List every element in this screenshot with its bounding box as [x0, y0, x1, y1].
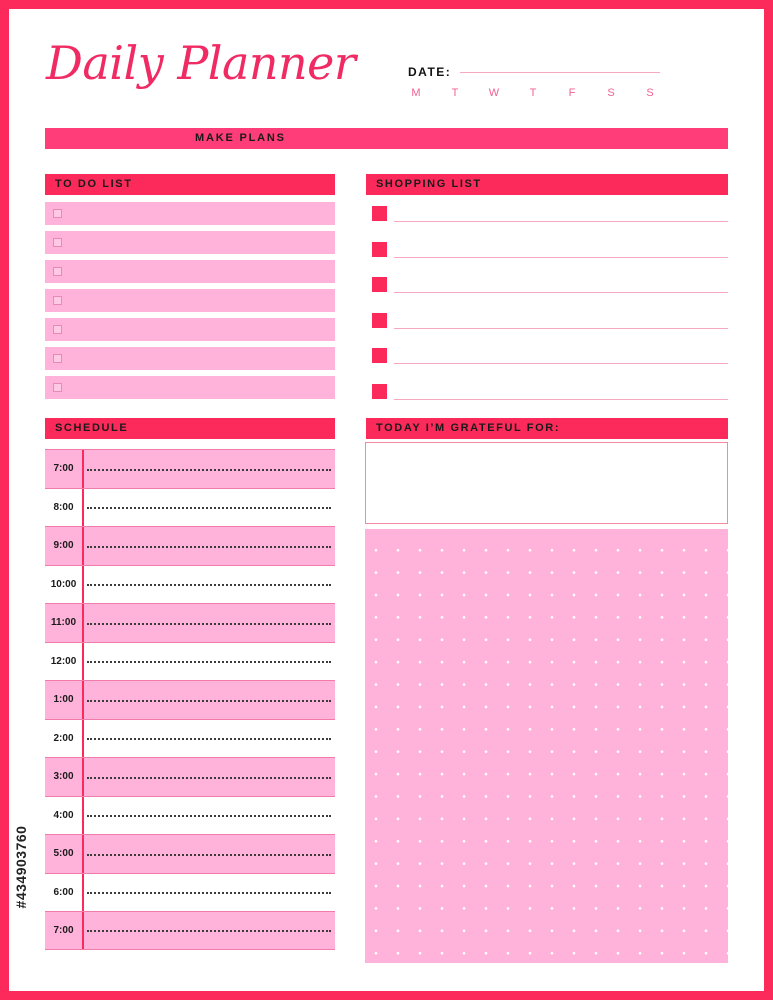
schedule-separator [82, 643, 84, 681]
shopping-line [394, 328, 728, 329]
shopping-row[interactable] [370, 240, 728, 276]
todo-checkbox[interactable] [53, 267, 62, 276]
schedule-time: 5:00 [53, 848, 74, 860]
todo-row[interactable] [45, 289, 335, 312]
shopping-line [394, 292, 728, 293]
schedule-separator [82, 797, 84, 835]
shopping-row[interactable] [370, 275, 728, 311]
shopping-line [394, 221, 728, 222]
todo-row[interactable] [45, 376, 335, 399]
todo-row[interactable] [45, 202, 335, 225]
todo-row[interactable] [45, 347, 335, 370]
todo-row[interactable] [45, 260, 335, 283]
shopping-checkbox[interactable] [372, 242, 387, 257]
schedule-row[interactable] [45, 719, 335, 758]
schedule-row[interactable] [45, 834, 335, 873]
schedule-separator [82, 720, 84, 758]
todo-checkbox[interactable] [53, 209, 62, 218]
make-plans-banner: MAKE PLANS [45, 128, 728, 149]
todo-row[interactable] [45, 231, 335, 254]
todo-checkbox[interactable] [53, 296, 62, 305]
grateful-header: TODAY I’M GRATEFUL FOR: [366, 418, 728, 439]
weekday-4[interactable]: F [568, 87, 576, 99]
schedule-time: 3:00 [53, 771, 74, 783]
shopping-row[interactable] [370, 311, 728, 347]
shopping-list [370, 204, 728, 417]
date-input-line[interactable] [460, 72, 660, 73]
schedule-time: 7:00 [53, 924, 74, 936]
schedule-dotted-line [87, 584, 331, 586]
schedule-dotted-line [87, 854, 331, 856]
todo-list [45, 202, 335, 405]
schedule-list [45, 449, 335, 950]
schedule-row[interactable] [45, 488, 335, 527]
date-label: DATE: [408, 65, 452, 79]
grateful-textbox[interactable] [365, 442, 728, 524]
shopping-line [394, 257, 728, 258]
schedule-row[interactable] [45, 680, 335, 719]
schedule-dotted-line [87, 930, 331, 932]
schedule-dotted-line [87, 892, 331, 894]
schedule-time: 1:00 [53, 694, 74, 706]
schedule-separator [82, 835, 84, 873]
weekday-5[interactable]: S [607, 87, 615, 99]
schedule-separator [82, 566, 84, 604]
stock-id-watermark [8, 762, 34, 972]
schedule-dotted-line [87, 661, 331, 663]
schedule-row[interactable] [45, 565, 335, 604]
schedule-time: 8:00 [53, 501, 74, 513]
schedule-time: 9:00 [53, 540, 74, 552]
schedule-row[interactable] [45, 796, 335, 835]
schedule-separator [82, 527, 84, 565]
schedule-dotted-line [87, 738, 331, 740]
schedule-separator [82, 450, 84, 488]
shopping-checkbox[interactable] [372, 277, 387, 292]
weekday-6[interactable]: S [646, 87, 654, 99]
schedule-separator [82, 489, 84, 527]
schedule-time: 12:00 [50, 655, 77, 667]
schedule-separator [82, 912, 84, 949]
schedule-row[interactable] [45, 526, 335, 565]
todo-row[interactable] [45, 318, 335, 341]
todo-checkbox[interactable] [53, 383, 62, 392]
schedule-row[interactable] [45, 873, 335, 912]
schedule-dotted-line [87, 546, 331, 548]
schedule-time: 10:00 [50, 578, 77, 590]
schedule-time: 6:00 [53, 886, 74, 898]
schedule-separator [82, 681, 84, 719]
todo-checkbox[interactable] [53, 354, 62, 363]
schedule-time: 4:00 [53, 809, 74, 821]
schedule-time: 7:00 [53, 463, 74, 475]
schedule-time: 11:00 [50, 617, 77, 629]
schedule-time: 2:00 [53, 732, 74, 744]
shopping-checkbox[interactable] [372, 313, 387, 328]
page-title: Daily Planner [46, 36, 356, 90]
stock-id-text: #434903760 [13, 825, 29, 909]
schedule-row[interactable] [45, 449, 335, 488]
shopping-checkbox[interactable] [372, 206, 387, 221]
schedule-separator [82, 874, 84, 912]
weekday-0[interactable]: M [411, 87, 421, 99]
schedule-dotted-line [87, 507, 331, 509]
todo-checkbox[interactable] [53, 325, 62, 334]
shopping-checkbox[interactable] [372, 348, 387, 363]
todo-checkbox[interactable] [53, 238, 62, 247]
schedule-dotted-line [87, 777, 331, 779]
schedule-dotted-line [87, 700, 331, 702]
weekday-row [402, 87, 664, 99]
schedule-row[interactable] [45, 642, 335, 681]
schedule-dotted-line [87, 815, 331, 817]
schedule-row[interactable] [45, 911, 335, 950]
dot-grid-notes-area[interactable] [365, 529, 728, 963]
todo-list-header: TO DO LIST [45, 174, 335, 195]
shopping-row[interactable] [370, 382, 728, 418]
weekday-2[interactable]: W [488, 87, 500, 99]
weekday-3[interactable]: T [529, 87, 537, 99]
shopping-line [394, 363, 728, 364]
shopping-line [394, 399, 728, 400]
weekday-1[interactable]: T [451, 87, 459, 99]
schedule-header: SCHEDULE [45, 418, 335, 439]
schedule-row[interactable] [45, 603, 335, 642]
schedule-dotted-line [87, 623, 331, 625]
shopping-list-header: SHOPPING LIST [366, 174, 728, 195]
shopping-row[interactable] [370, 204, 728, 240]
schedule-separator [82, 604, 84, 642]
shopping-checkbox[interactable] [372, 384, 387, 399]
shopping-row[interactable] [370, 346, 728, 382]
schedule-dotted-line [87, 469, 331, 471]
schedule-separator [82, 758, 84, 796]
schedule-row[interactable] [45, 757, 335, 796]
